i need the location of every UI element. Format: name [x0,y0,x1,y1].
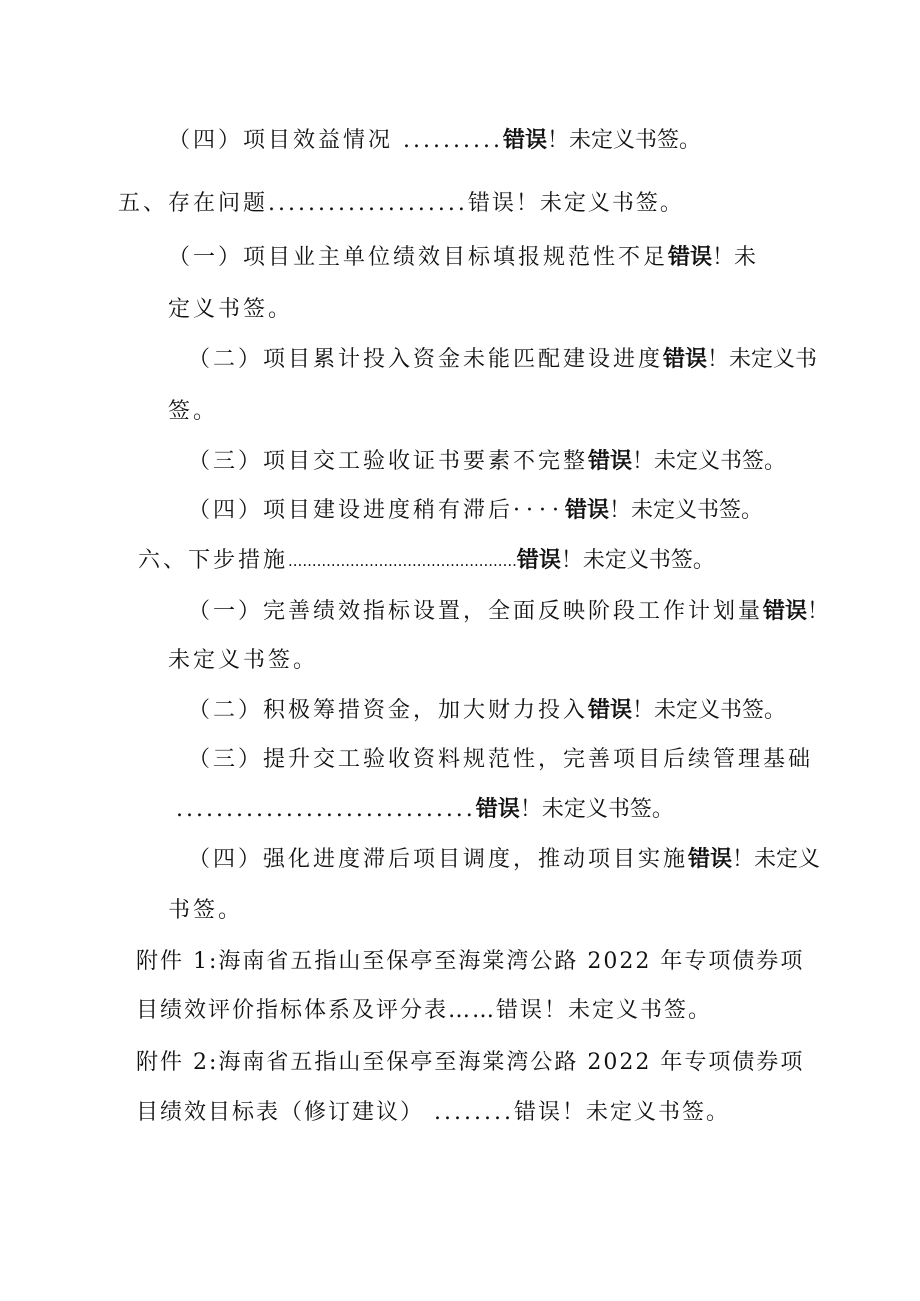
dot-leader: ........ [424,1100,514,1125]
error-word: 错误 [475,797,520,822]
entry-continuation: 目绩效目标表（修订建议） [136,1100,425,1125]
toc-entry-problem-2-cont [168,397,218,427]
dot-leader: ···· [513,498,565,523]
toc-entry-next-steps[interactable] [138,546,715,576]
toc-entry-problems[interactable] [118,189,684,219]
error-message: ！未定义 [732,847,821,872]
toc-entry-measure-3[interactable] [188,745,813,775]
toc-entry-measure-4-cont [168,896,243,926]
toc-entry-measure-1-cont [168,646,318,676]
toc-entry-measure-2[interactable] [188,696,786,726]
toc-entry-attachment-1-cont [136,996,712,1026]
entry-title: （四）强化进度滞后项目调度，推动项目实施 [188,847,689,872]
error-message: 错误！未定义书签。 [467,191,684,216]
error-message: ！未定义书签。 [609,498,764,523]
entry-title: （四）项目建设进度稍有滞后 [188,498,514,523]
error-message: ！未定义书 [707,347,818,372]
toc-entry-problem-3[interactable] [188,447,786,477]
entry-continuation: 签。 [168,399,219,424]
error-message: ！未定义书签。 [560,548,715,573]
error-message: ！未定义书签。 [546,128,701,153]
error-message: ！未定义书签。 [519,797,674,822]
toc-entry-problem-4[interactable] [188,496,763,526]
toc-entry-attachment-2-cont [136,1098,730,1128]
error-word: 错误 [516,548,561,573]
error-word: 错误 [565,498,610,523]
entry-title: 六、下步措施 [138,548,289,573]
error-word: 错误 [663,347,708,372]
error-word: 错误 [668,245,713,270]
toc-entry-problem-2[interactable] [188,345,817,375]
toc-entry-attachment-1[interactable] [136,947,804,977]
error-word: 错误 [688,847,733,872]
error-message: ！ [807,599,830,624]
entry-title: （一）完善绩效指标设置，全面反映阶段工作计划量 [188,599,764,624]
entry-title: 五、存在问题 [118,191,269,216]
entry-continuation: 书签。 [168,898,244,923]
entry-title: （三）项目交工验收证书要素不完整 [188,449,589,474]
entry-title: （四）项目效益情况 [168,128,394,153]
entry-continuation: 目绩效评价指标体系及评分表……错误！未定义书签。 [136,998,713,1023]
entry-title: （二）项目累计投入资金未能匹配建设进度 [188,347,664,372]
toc-entry-benefits[interactable] [168,126,701,156]
dot-leader: .................... [268,191,468,216]
entry-title: （二）积极筹措资金，加大财力投入 [188,698,589,723]
toc-entry-attachment-2[interactable] [136,1048,804,1078]
toc-entry-problem-1-cont [168,295,293,325]
dot-leader: ................................................ [288,552,517,570]
error-message: ！未定义书签。 [632,698,787,723]
entry-title: 附件 1:海南省五指山至保亭至海棠湾公路 2022 年专项债券项 [136,949,805,974]
error-word: 错误 [763,599,808,624]
error-message: ！未定义书签。 [632,449,787,474]
entry-continuation: 未定义书签。 [168,648,319,673]
dot-leader: .......... [393,128,503,153]
toc-entry-measure-4[interactable] [188,845,820,875]
dot-leader: .............................. [176,797,476,822]
entry-title: （一）项目业主单位绩效目标填报规范性不足 [168,245,669,270]
toc-entry-measure-3-cont [176,795,674,825]
error-word: 错误 [502,128,547,153]
error-word: 错误 [588,698,633,723]
toc-entry-measure-1[interactable] [188,597,829,627]
entry-title: （三）提升交工验收资料规范性，完善项目后续管理基础 [188,747,814,772]
error-message: 错误！未定义书签。 [513,1100,730,1125]
toc-entry-problem-1[interactable] [168,243,756,273]
entry-continuation: 定义书签。 [168,297,294,322]
entry-title: 附件 2:海南省五指山至保亭至海棠湾公路 2022 年专项债券项 [136,1050,805,1075]
error-word: 错误 [588,449,633,474]
error-message: ！未 [712,245,757,270]
